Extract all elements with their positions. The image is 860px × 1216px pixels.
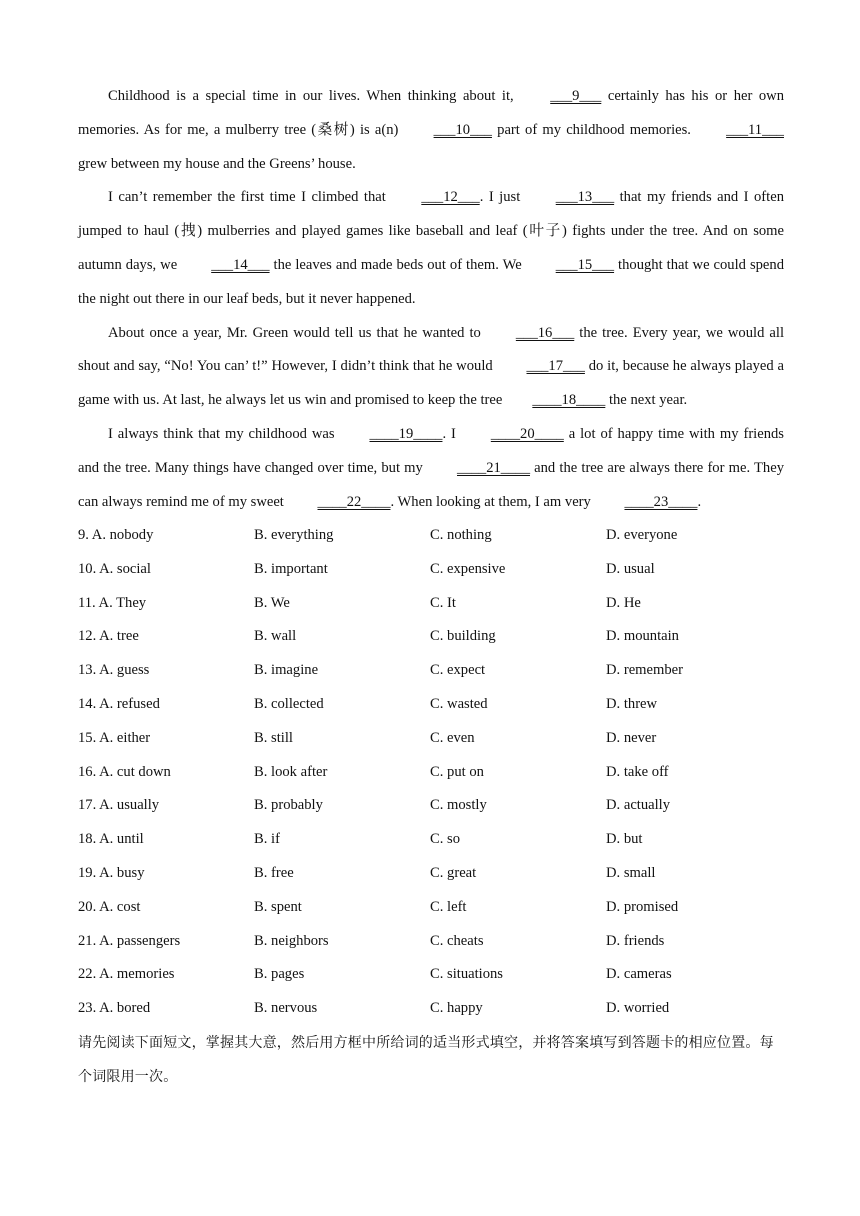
option-a: 19. A. busy: [78, 864, 145, 881]
passage-text: certainly has his or her own memories. As for me, a mulberry tree (桑树) is a(n): [78, 88, 784, 138]
option-b: B. look after: [254, 763, 328, 780]
option-c: C. cheats: [430, 932, 484, 949]
option-a: 15. A. either: [78, 729, 151, 746]
passage-text: that my friends and I often jumped to haul (拽) mulberries and played games like baseball and leaf (叶子) fights under the tree. And on some autumn days, we: [78, 189, 784, 273]
passage-text: I always think that my childhood was: [108, 425, 340, 442]
option-a: 14. A. refused: [78, 695, 160, 712]
question-row: [78, 958, 784, 992]
question-row: [78, 925, 784, 959]
passage-text: .: [697, 493, 702, 510]
option-b: B. free: [254, 864, 294, 881]
option-c: C. even: [430, 729, 475, 746]
cloze-passage: [78, 80, 784, 519]
option-c: C. expect: [430, 662, 486, 679]
option-b: B. probably: [254, 797, 323, 814]
passage-text: part of my childhood memories.: [491, 121, 697, 138]
question-row: [78, 519, 784, 553]
blank-9: ___9___: [550, 88, 602, 104]
option-a: 12. A. tree: [78, 628, 139, 645]
passage-text: do it, because he always played a game with us. At last, he always let us win and promised to keep the tree: [78, 358, 784, 409]
option-d: D. worried: [606, 1000, 670, 1017]
option-c: C. building: [430, 628, 496, 645]
option-a: 17. A. usually: [78, 797, 160, 814]
option-c: C. It: [430, 594, 456, 611]
passage-text: the leaves and made beds out of them. We: [269, 256, 526, 273]
question-row: [78, 857, 784, 891]
passage-text: grew between my house and the Greens’ house.: [78, 155, 356, 172]
passage-text: thought that we could spend the night out there in our leaf beds, but it never happened.: [78, 256, 785, 307]
option-b: B. spent: [254, 898, 302, 915]
passage-text: About once a year, Mr. Green would tell us that he wanted to: [108, 324, 486, 341]
blank-18: ____18____: [532, 392, 606, 409]
blank-17: ___17___: [526, 358, 585, 375]
paragraph-2: [78, 181, 784, 316]
question-row: [78, 756, 784, 790]
option-c: C. nothing: [430, 527, 492, 543]
blank-22: ____22____: [317, 493, 391, 510]
option-a: 18. A. until: [78, 831, 144, 848]
blank-15: ___15___: [555, 256, 615, 273]
option-d: D. never: [606, 729, 657, 746]
option-b: B. everything: [254, 527, 334, 543]
section-instruction: 请先阅读下面短文，掌握其大意，然后用方框中所给词的适当形式填空，并将答案填写到答题卡的相应位置。每个词限用一次。: [78, 1035, 774, 1085]
option-a: 16. A. cut down: [78, 763, 171, 780]
option-d: D. promised: [606, 898, 679, 915]
blank-13: ___13___: [555, 189, 615, 206]
passage-text: . When looking at them, I am very: [390, 493, 595, 510]
option-d: D. everyone: [606, 527, 678, 543]
option-b: B. pages: [254, 966, 305, 983]
option-b: B. We: [254, 594, 290, 611]
blank-20: ____20____: [490, 425, 564, 442]
paragraph-1: [78, 80, 784, 181]
question-row: [78, 992, 784, 1026]
option-c: C. left: [430, 898, 467, 915]
option-b: B. collected: [254, 695, 324, 712]
question-row: [78, 789, 784, 823]
option-d: D. threw: [606, 695, 658, 712]
option-d: D. but: [606, 831, 643, 848]
option-c: C. wasted: [430, 695, 488, 712]
passage-text: . I just: [479, 189, 526, 206]
option-c: C. happy: [430, 1000, 483, 1017]
question-row: [78, 620, 784, 654]
option-d: D. cameras: [606, 966, 672, 983]
option-a: 13. A. guess: [78, 662, 150, 679]
option-b: B. imagine: [254, 662, 319, 679]
option-d: D. He: [606, 594, 641, 611]
answer-options: [78, 519, 784, 1026]
blank-14: ___14___: [211, 256, 270, 273]
option-d: D. remember: [606, 662, 683, 679]
blank-21: ____21____: [457, 459, 530, 476]
blank-12: ___12___: [421, 189, 480, 206]
passage-text: the next year.: [605, 392, 688, 409]
option-a: 21. A. passengers: [78, 932, 181, 949]
question-row: [78, 823, 784, 857]
option-b: B. important: [254, 560, 328, 577]
option-d: D. small: [606, 864, 656, 881]
option-d: D. usual: [606, 560, 655, 577]
paragraph-3: [78, 317, 784, 418]
passage-text: and the tree are always there for me. They can always remind me of my sweet: [78, 459, 785, 510]
option-d: D. actually: [606, 797, 671, 814]
option-a: 23. A. bored: [78, 1000, 151, 1017]
option-d: D. take off: [606, 763, 669, 780]
passage-text: Childhood is a special time in our lives. When thinking about it,: [108, 88, 521, 104]
passage-text: the tree. Every year, we would all shout and say, “No! You can’ t!” However, I didn’t think that he would: [78, 324, 785, 375]
option-d: D. mountain: [606, 628, 679, 645]
option-a: 22. A. memories: [78, 966, 175, 983]
paragraph-4: [78, 418, 784, 519]
option-c: C. situations: [430, 966, 503, 983]
question-row: [78, 891, 784, 925]
option-b: B. wall: [254, 628, 297, 645]
option-c: C. mostly: [430, 797, 487, 814]
blank-19: ____19____: [369, 425, 443, 442]
blank-23: ____23____: [624, 493, 698, 510]
option-a: 9. A. nobody: [78, 527, 154, 543]
option-c: C. expensive: [430, 560, 506, 577]
option-b: B. still: [254, 729, 293, 746]
option-b: B. neighbors: [254, 932, 329, 949]
blank-16: ___16___: [515, 324, 575, 341]
blank-10: ___10___: [433, 121, 492, 138]
question-row: [78, 587, 784, 621]
blank-11: ___11___: [726, 121, 784, 138]
option-b: B. nervous: [254, 1000, 318, 1017]
option-c: C. great: [430, 864, 477, 881]
passage-text: a lot of happy time with my friends and the tree. Many things have changed over time, but my: [78, 425, 784, 476]
question-row: [78, 654, 784, 688]
question-row: [78, 722, 784, 756]
option-c: C. so: [430, 831, 461, 848]
option-a: 20. A. cost: [78, 898, 141, 915]
option-d: D. friends: [606, 932, 665, 949]
passage-text: . I: [442, 425, 461, 442]
question-row: [78, 688, 784, 722]
question-row: [78, 553, 784, 587]
passage-text: I can’t remember the first time I climbed that: [108, 189, 392, 206]
option-a: 11. A. They: [78, 594, 147, 611]
option-a: 10. A. social: [78, 560, 151, 577]
option-b: B. if: [254, 831, 280, 848]
option-c: C. put on: [430, 763, 484, 780]
